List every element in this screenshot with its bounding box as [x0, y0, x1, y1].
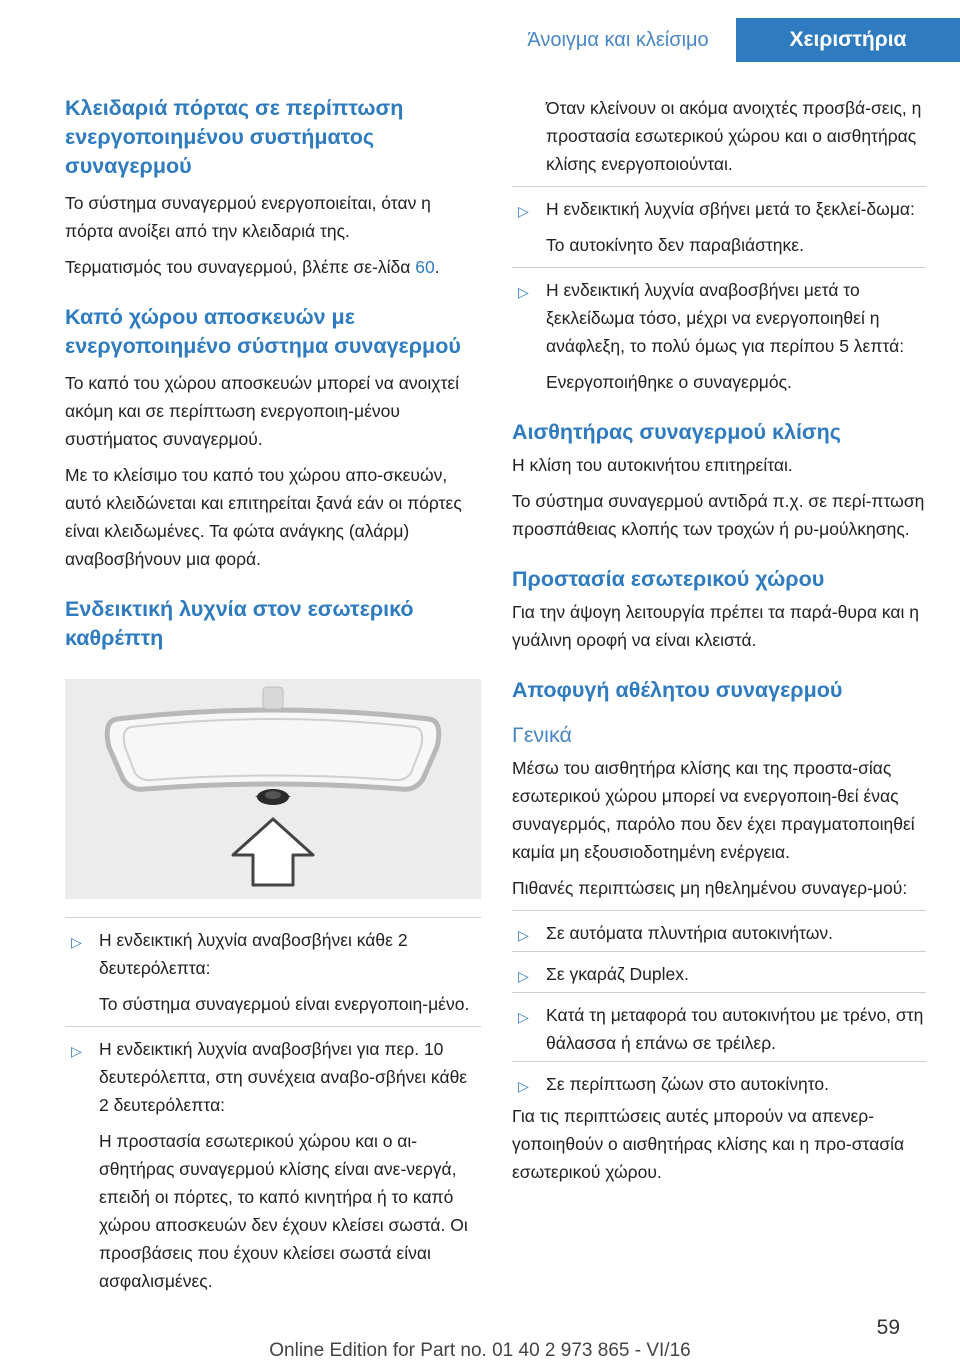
bullet-arrow-icon: ▷ — [518, 203, 529, 219]
list-item-text-continued: Όταν κλείνουν οι ακόμα ανοιχτές προσβά-σεις, η προστασία εσωτερικού χώρου και ο αισθητήρας κλίσης ενεργοποιούνται. — [546, 98, 922, 174]
list-item-text: Κατά τη μεταφορά του αυτοκινήτου με τρένο, στη θάλασσα ή επάνω σε τρέιλερ. — [546, 1005, 924, 1053]
paragraph-end: . — [434, 257, 440, 277]
mirror-illustration — [65, 679, 481, 899]
bullet-arrow-icon: ▷ — [518, 927, 529, 943]
list-item-text: Σε αυτόματα πλυντήρια αυτοκινήτων. — [546, 923, 833, 943]
list-item-title: Η ενδεικτική λυχνία αναβοσβήνει για περ. 10 δευτερόλεπτα, στη συνέχεια αναβο-σβήνει κάθε 2 δευτερόλεπτα: — [99, 1039, 468, 1115]
paragraph: Με το κλείσιμο του καπό του χώρου απο-σκευών, αυτό κλειδώνεται και επιτηρείται ξανά εάν οι πόρτες είναι κλειδωμένες. Τα φώτα ανάγκης (αλάρμ) αναβοσβήνουν μια φορά. — [65, 465, 462, 569]
header-chapter-tab[interactable]: Χειριστήρια — [736, 18, 960, 62]
list-item-text: Το σύστημα συναγερμού είναι ενεργοποιη-μένο. — [99, 994, 470, 1014]
left-column — [65, 94, 481, 1295]
list-item-text: Ενεργοποιήθηκε ο συναγερμός. — [546, 372, 792, 392]
paragraph: Το σύστημα συναγερμού αντιδρά π.χ. σε περί-πτωση προσπάθειας κλοπής των τροχών ή ρυ-μούλκησης. — [512, 491, 925, 539]
list-item-title: Η ενδεικτική λυχνία αναβοσβήνει κάθε 2 δευτερόλεπτα: — [99, 930, 408, 978]
bullet-arrow-icon: ▷ — [518, 1009, 529, 1025]
paragraph: Μέσω του αισθητήρα κλίσης και της προστα-σίας εσωτερικού χώρου μπορεί να ενεργοποιη-θεί ένας συναγερμός, παρόλο που δεν έχει πραγματοποιηθεί καμία μη εξουσιοδοτημένη ενέργεια. — [512, 758, 915, 862]
section-title-indicator-lamp: Ενδεικτική λυχνία στον εσωτερικό καθρέπτη — [65, 597, 414, 650]
bullet-arrow-icon: ▷ — [518, 968, 529, 984]
paragraph: Το καπό του χώρου αποσκευών μπορεί να ανοιχτεί ακόμη και σε περίπτωση ενεργοποιη-μένου συστήματος συναγερμού. — [65, 373, 460, 449]
paragraph: Για την άψογη λειτουργία πρέπει τα παρά-θυρα και η γυάλινη οροφή να είναι κλειστά. — [512, 602, 919, 650]
paragraph: Πιθανές περιπτώσεις μη ηθελημένου συναγερ-μού: — [512, 878, 908, 898]
list-item-text: Σε περίπτωση ζώων στο αυτοκίνητο. — [546, 1074, 830, 1094]
paragraph-text: Τερματισμός του συναγερμού, βλέπε σε-λίδα — [65, 257, 411, 277]
list-item-title: Η ενδεικτική λυχνία αναβοσβήνει μετά το ξεκλείδωμα τόσο, μέχρι να ενεργοποιηθεί η ανάφλεξη, το πολύ όμως για περίπου 5 λεπτά: — [546, 280, 905, 356]
bullet-arrow-icon: ▷ — [518, 1078, 529, 1094]
list-item — [512, 910, 926, 951]
paragraph-with-link — [65, 253, 481, 281]
header-section-title: Άνοιγμα και κλείσιμο — [527, 29, 709, 51]
section-title-tilt-sensor: Αισθητήρας συναγερμού κλίσης — [512, 420, 841, 444]
list-item — [512, 992, 926, 1061]
section-title-trunk-lid: Καπό χώρου αποσκευών με ενεργοποιημένο σύστημα συναγερμού — [65, 305, 461, 358]
list-item-title: Η ενδεικτική λυχνία σβήνει μετά το ξεκλεί-δωμα: — [546, 199, 915, 219]
page-link[interactable]: 60 — [415, 257, 435, 277]
paragraph: Το σύστημα συναγερμού ενεργοποιείται, όταν η πόρτα ανοίξει από την κλειδαριά της. — [65, 193, 431, 241]
section-title-interior-protection: Προστασία εσωτερικού χώρου — [512, 567, 825, 591]
section-title-door-lock: Κλειδαριά πόρτας σε περίπτωση ενεργοποιημένου συστήματος συναγερμού — [65, 96, 404, 178]
list-item — [512, 1061, 926, 1102]
bullet-arrow-icon: ▷ — [71, 1043, 82, 1059]
list-item — [512, 267, 926, 396]
list-item — [512, 951, 926, 992]
page-number: 59 — [876, 1316, 900, 1339]
footer-edition-note: Online Edition for Part no. 01 40 2 973 865 - VI/16 — [269, 1340, 691, 1361]
list-item-text: Σε γκαράζ Duplex. — [546, 964, 689, 984]
section-title-avoid-false-alarm: Αποφυγή αθέλητου συναγερμού — [512, 678, 843, 702]
bullet-arrow-icon: ▷ — [71, 934, 82, 950]
paragraph: Για τις περιπτώσεις αυτές μπορούν να απενερ-γοποιηθούν ο αισθητήρας κλίσης και η προ-στασία εσωτερικού χώρου. — [512, 1106, 905, 1182]
paragraph: Η κλίση του αυτοκινήτου επιτηρείται. — [512, 455, 793, 475]
subsection-title-general: Γενικά — [512, 723, 572, 747]
list-item-text: Η προστασία εσωτερικού χώρου και ο αι-σθητήρας συναγερμού κλίσης είναι ανε-νεργά, επειδή οι πόρτες, το καπό κινητήρα ή το καπό χώρου αποσκευών δεν έχουν κλείσει σωστά. Οι προσβάσεις που έχουν κλείσει σωστά είναι ασφαλισμένες. — [99, 1131, 468, 1291]
list-item — [65, 917, 481, 1026]
right-column — [512, 94, 926, 1186]
arrow-up-icon — [233, 819, 313, 885]
bullet-arrow-icon: ▷ — [518, 284, 529, 300]
list-item — [65, 1026, 481, 1295]
list-item — [512, 186, 926, 267]
list-item-text: Το αυτοκίνητο δεν παραβιάστηκε. — [546, 235, 804, 255]
